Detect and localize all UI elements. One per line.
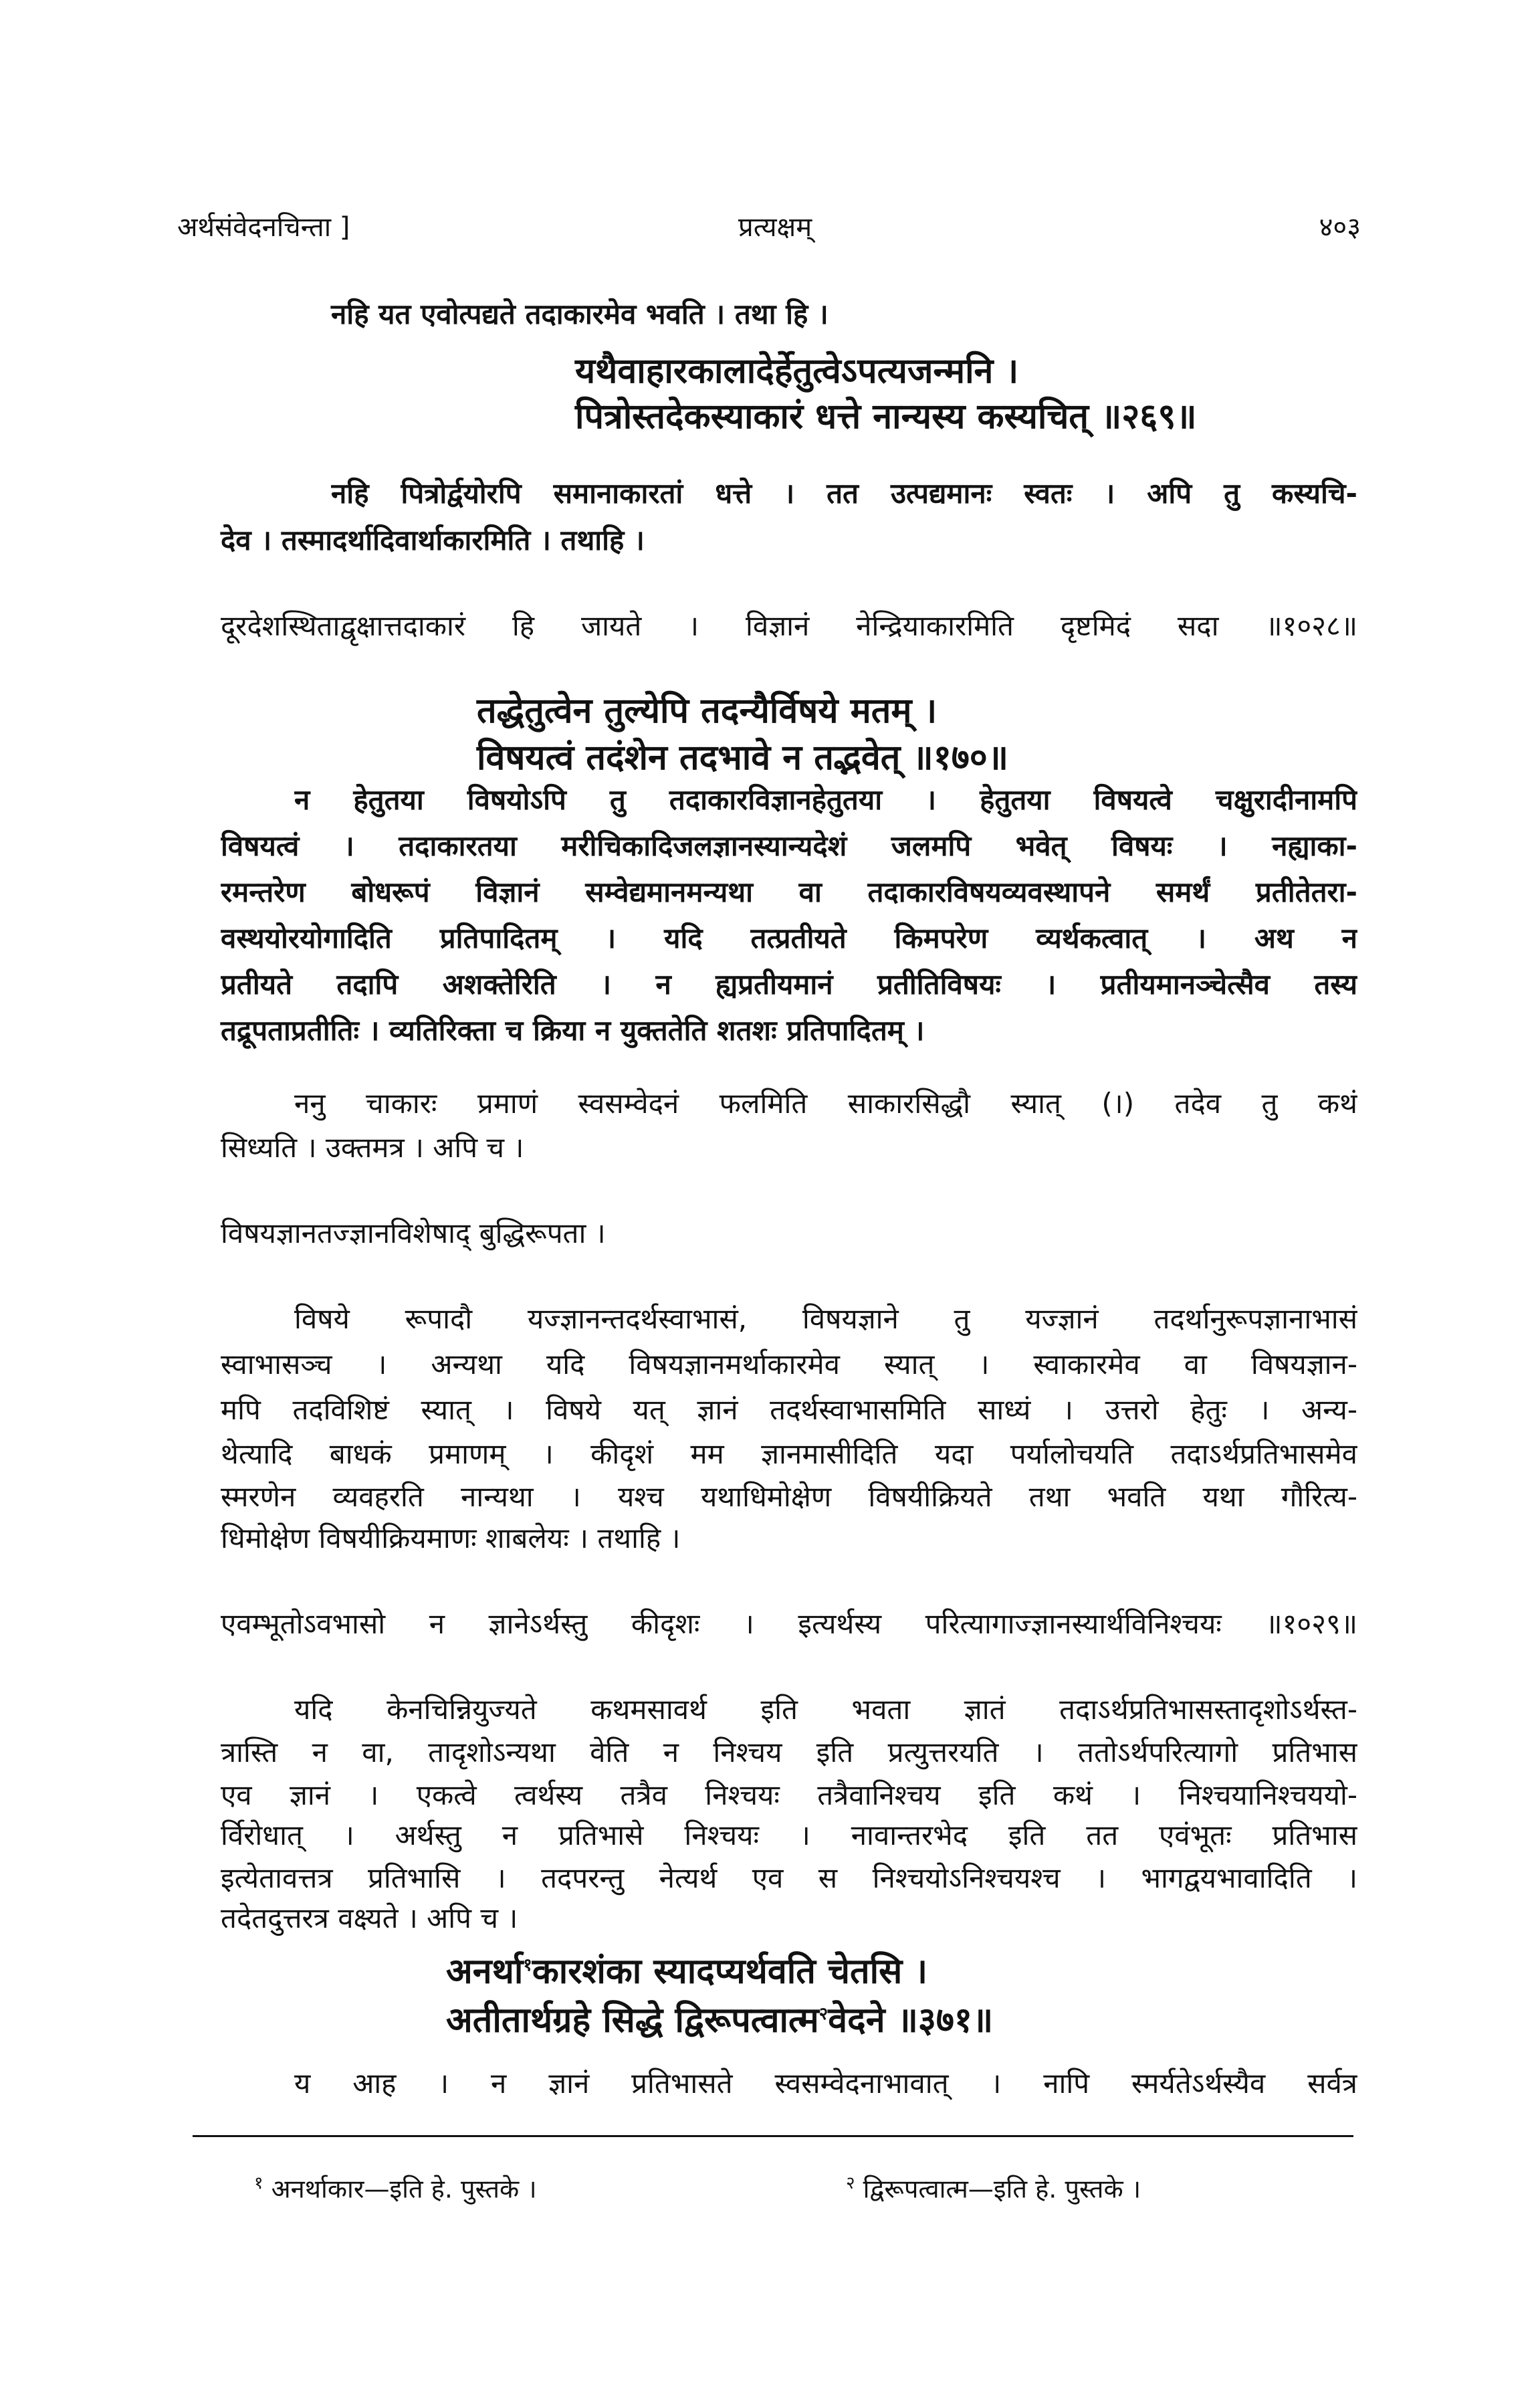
footnote-mark: १ [254, 2173, 263, 2193]
prose-line: एव ज्ञानं । एकत्वे त्वर्थस्य तत्रैव निश्चयः तत्रैवानिश्चय इति कथं । निश्चयानिश्चययो- [221, 1779, 1357, 1811]
prose-line: विषये रूपादौ यज्ज्ञानन्तदर्थस्वाभासं, विषयज्ञाने तु यज्ज्ञानं तदर्थानुरूपज्ञानाभासं [294, 1302, 1357, 1335]
verse-line: यथैवाहारकालादेर्हेतुत्वेऽपत्यजन्मनि । [575, 351, 1019, 391]
prose-line: विषयत्वं । तदाकारतया मरीचिकादिजलज्ञानस्यान्यदेशं जलमपि भवेत् विषयः । नह्याका- [221, 829, 1357, 862]
verse-line: विषयत्वं तदंशेन तदभावे न तद्भवेत् ॥१७०॥ [477, 738, 1008, 778]
verse-text: अतीतार्थग्रहे सिद्धे द्विरूपत्वात्म [446, 2000, 819, 2041]
prose-line: इत्येतावत्तत्र प्रतिभासि । तदपरन्तु नेत्यर्थ एव स निश्चयोऽनिश्चयश्च । भागद्वयभावादिति । [221, 1862, 1357, 1894]
footnote-2 [846, 2165, 1141, 2208]
prose-line: मपि तदविशिष्टं स्यात् । विषये यत् ज्ञानं तदर्थस्वाभासमिति साध्यं । उत्तरो हेतुः । अन्य- [221, 1393, 1357, 1426]
prose-line: धिमोक्षेण विषयीक्रियमाणः शाबलेयः । तथाहि । [221, 1522, 681, 1554]
footnote-text: अनर्थाकार—इति हे. पुस्तके । [271, 2174, 537, 2204]
quoted-verse: दूरदेशस्थिताद्वृक्षात्तदाकारं हि जायते । विज्ञानं नेन्द्रियाकारमिति दृष्टमिदं सदा ॥१०२८॥ [221, 609, 1357, 642]
footnote-marker: २ [818, 2004, 829, 2024]
verse-text: अनर्था [446, 1951, 524, 1992]
running-header-section: अर्थसंवेदनचिन्ता ] [177, 212, 350, 243]
quoted-verse: विषयज्ञानतज्ज्ञानविशेषाद् बुद्धिरूपता । [221, 1217, 606, 1249]
footnote-marker: १ [523, 1955, 532, 1975]
prose-line: यदि केनचिन्नियुज्यते कथमसावर्थ इति भवता ज्ञातं तदाऽर्थप्रतिभासस्तादृशोऽर्थस्त- [294, 1693, 1357, 1726]
verse-line: पित्रोस्तदेकस्याकारं धत्ते नान्यस्य कस्यचित् ॥२६९॥ [575, 397, 1197, 437]
verse-371-line-1 [446, 1943, 927, 1993]
prose-line: तद्रूपताप्रतीतिः । व्यतिरिक्ता च क्रिया न युक्ततेति शतशः प्रतिपादितम् । [221, 1014, 925, 1047]
prose-line: ननु चाकारः प्रमाणं स्वसम्वेदनं फलमिति साकारसिद्धौ स्यात् (।) तदेव तु कथं [294, 1087, 1357, 1120]
prose-line: थेत्यादि बाधकं प्रमाणम् । कीदृशं मम ज्ञानमासीदिति यदा पर्यालोचयति तदाऽर्थप्रतिभासमेव [221, 1437, 1357, 1470]
quoted-verse: एवम्भूतोऽवभासो न ज्ञानेऽर्थस्तु कीदृशः । इत्यर्थस्य परित्यागाज्ज्ञानस्यार्थविनिश्चयः ॥१०२९॥ [221, 1607, 1357, 1640]
prose-line: तदेतदुत्तरत्र वक्ष्यते । अपि च । [221, 1902, 518, 1934]
prose-line: रमन्तरेण बोधरूपं विज्ञानं सम्वेद्यमानमन्यथा वा तदाकारविषयव्यवस्थापने समर्थं प्रतीतेतरा- [221, 876, 1357, 908]
verse-371-line-2 [446, 1992, 993, 2042]
prose-line: य आह । न ज्ञानं प्रतिभासते स्वसम्वेदनाभावात् । नापि स्मर्यतेऽर्थस्यैव सर्वत्र [294, 2067, 1357, 2100]
footnote-text: द्विरूपत्वात्म—इति हे. पुस्तके । [863, 2174, 1141, 2204]
prose-line: सिध्यति । उक्तमत्र । अपि च । [221, 1131, 524, 1164]
prose-line: र्विरोधात् । अर्थस्तु न प्रतिभासे निश्चयः । नावान्तरभेद इति तत एवंभूतः प्रतिभास [221, 1819, 1357, 1851]
verse-text: कारशंका स्यादप्यर्थवति चेतसि । [532, 1951, 928, 1992]
footnote-divider [193, 2135, 1353, 2137]
page-number: ४०३ [1319, 212, 1361, 243]
footnote-mark: २ [846, 2173, 855, 2193]
prose-line: प्रतीयते तदापि अशक्तेरिति । न ह्यप्रतीयमानं प्रतीतिविषयः । प्रतीयमानञ्चेत्सैव तस्य [221, 968, 1357, 1001]
verse-line: तद्धेतुत्वेन तुल्येपि तदन्यैर्विषये मतम् । [477, 691, 938, 731]
prose-line: न हेतुतया विषयोऽपि तु तदाकारविज्ञानहेतुतया । हेतुतया विषयत्वे चक्षुरादीनामपि [294, 783, 1357, 816]
prose-line: वस्थयोरयोगादिति प्रतिपादितम् । यदि तत्प्रतीयते किमपरेण व्यर्थकत्वात् । अथ न [221, 922, 1357, 955]
running-header-title: प्रत्यक्षम् [738, 212, 812, 243]
prose-line: नहि यत एवोत्पद्यते तदाकारमेव भवति । तथा हि । [331, 298, 829, 330]
prose-line: स्मरणेन व्यवहरति नान्यथा । यश्च यथाधिमोक्षेण विषयीक्रियते तथा भवति यथा गौरित्य- [221, 1480, 1357, 1513]
prose-line: स्वाभासञ्च । अन्यथा यदि विषयज्ञानमर्थाकारमेव स्यात् । स्वाकारमेव वा विषयज्ञान- [221, 1348, 1357, 1381]
prose-line: त्रास्ति न वा, तादृशोऽन्यथा वेति न निश्चय इति प्रत्युत्तरयति । ततोऽर्थपरित्यागो प्रतिभास [221, 1736, 1357, 1769]
verse-text: वेदने ॥३७१॥ [828, 2000, 994, 2041]
prose-line: नहि पित्रोर्द्वयोरपि समानाकारतां धत्ते । तत उत्पद्यमानः स्वतः । अपि तु कस्यचि- [331, 477, 1357, 510]
footnote-1 [254, 2165, 537, 2208]
prose-line: देव । तस्मादर्थादिवार्थाकारमिति । तथाहि । [221, 524, 645, 557]
